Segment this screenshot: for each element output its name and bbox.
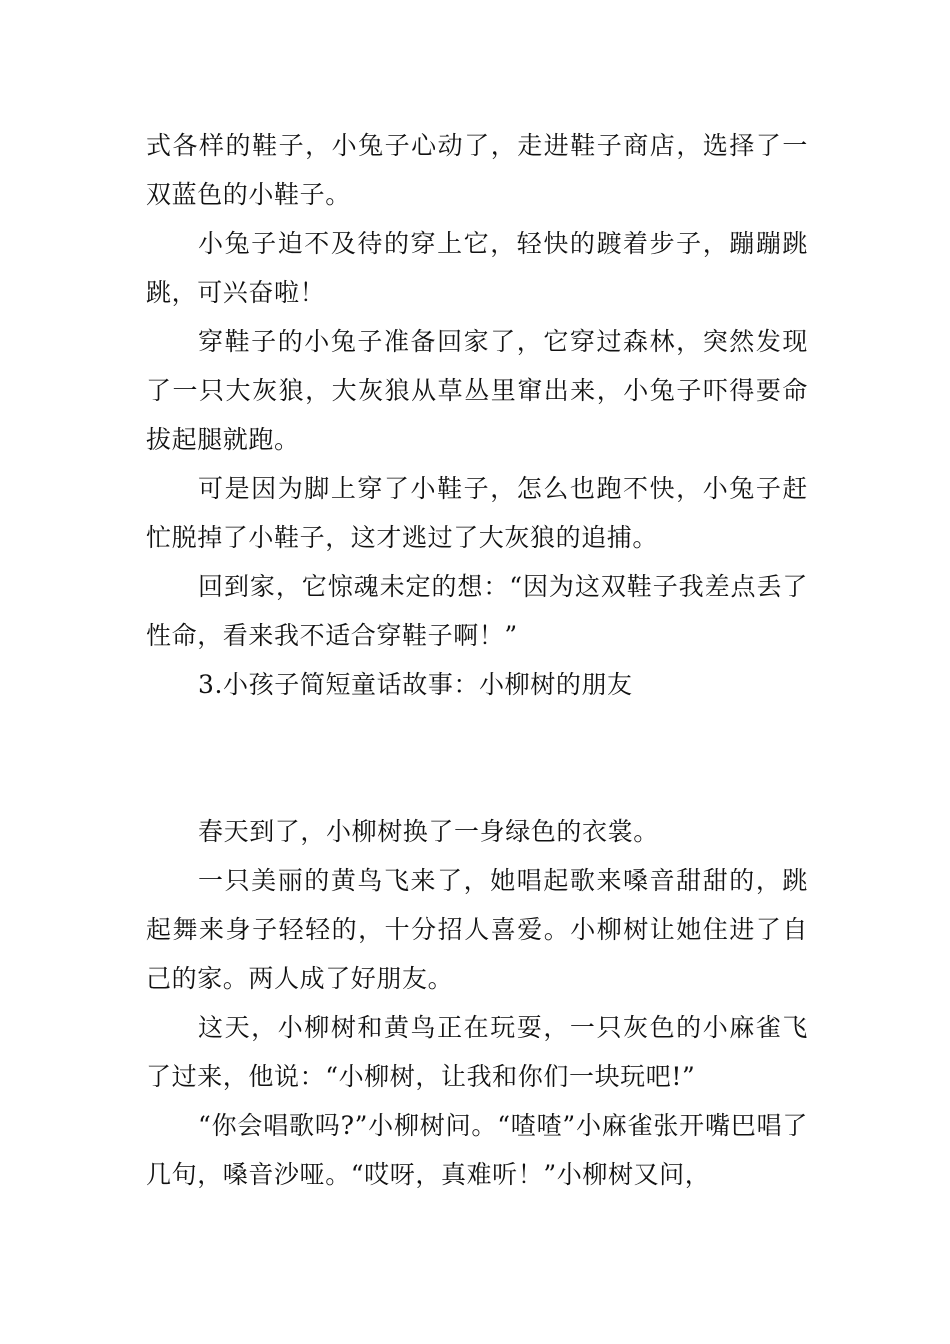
paragraph: 这天，小柳树和黄鸟正在玩耍，一只灰色的小麻雀飞了过来，他说：“小柳树，让我和你们一块玩吧!” [146,1013,808,1091]
paragraph: 春天到了，小柳树换了一身绿色的衣裳。 [198,817,659,846]
paragraph: 回到家，它惊魂未定的想：“因为这双鞋子我差点丢了性命，看来我不适合穿鞋子啊！” [146,572,808,650]
paragraph: 可是因为脚上穿了小鞋子，怎么也跑不快，小兔子赶忙脱掉了小鞋子，这才逃过了大灰狼的追捕。 [146,474,808,552]
document-body [146,121,808,1199]
paragraph: 穿鞋子的小兔子准备回家了，它穿过森林，突然发现了一只大灰狼，大灰狼从草丛里窜出来，小兔子吓得要命拔起腿就跑。 [146,327,808,454]
paragraph-continuation: 式各样的鞋子，小兔子心动了，走进鞋子商店，选择了一双蓝色的小鞋子。 [146,131,808,209]
paragraph: “你会唱歌吗?”小柳树问。“喳喳”小麻雀张开嘴巴唱了几句，嗓音沙哑。“哎呀，真难听！”小柳树又问， [146,1111,808,1189]
paragraph: 一只美丽的黄鸟飞来了，她唱起歌来嗓音甜甜的，跳起舞来身子轻轻的，十分招人喜爱。小柳树让她住进了自己的家。两人成了好朋友。 [146,866,808,993]
section-heading: 3.小孩子简短童话故事：小柳树的朋友 [198,670,633,699]
paragraph: 小兔子迫不及待的穿上它，轻快的踱着步子，蹦蹦跳跳，可兴奋啦！ [146,229,808,307]
blank-space [146,709,808,807]
